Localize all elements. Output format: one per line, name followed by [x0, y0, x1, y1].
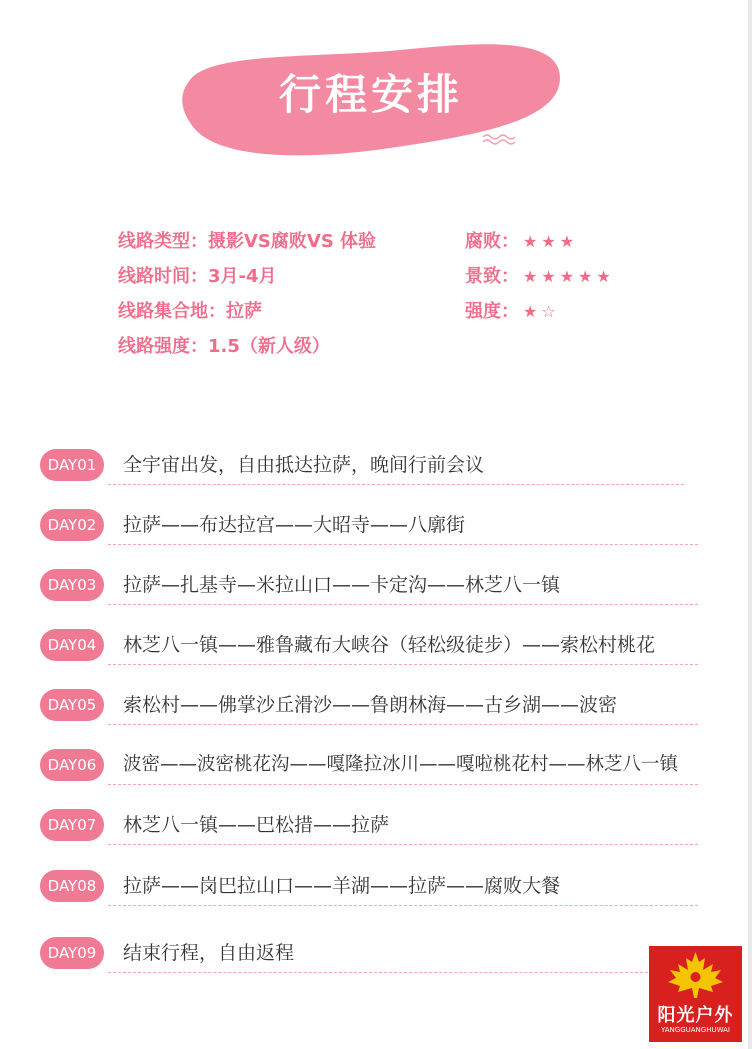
day-description: 林芝八一镇——雅鲁藏布大峡谷（轻松级徒步）——索松村桃花 [123, 634, 656, 656]
day-description: 结束行程，自由返程 [123, 942, 295, 964]
day-badge: DAY09 [40, 937, 104, 969]
wave-decoration-icon [482, 133, 516, 149]
dashed-divider [108, 844, 698, 845]
rating-intensity [465, 299, 560, 325]
dashed-divider [108, 972, 648, 973]
rating-scenery-stars-icon: ★★★★★ [523, 267, 615, 286]
dashed-divider [108, 484, 684, 485]
day-description: 波密——波密桃花沟——嘎隆拉冰川——嘎啦桃花村——林芝八一镇 [123, 754, 679, 775]
day-badge: DAY07 [40, 809, 104, 841]
day-description: 拉萨—扎基寺—米拉山口——卡定沟——林芝八一镇 [123, 574, 561, 596]
rating-fubai [465, 229, 578, 255]
day-badge: DAY03 [40, 569, 104, 601]
day-description: 拉萨——岗巴拉山口——羊湖——拉萨——腐败大餐 [123, 875, 561, 897]
day-row-06 [40, 745, 740, 785]
route-time-value: 3月-4月 [208, 266, 277, 287]
day-badge: DAY06 [40, 749, 104, 781]
dashed-divider [108, 724, 698, 725]
rating-fubai-stars-icon: ★★★ [523, 232, 579, 251]
day-badge: DAY05 [40, 689, 104, 721]
route-meeting-place [118, 299, 262, 325]
rating-scenery [465, 264, 615, 290]
brand-logo [649, 946, 742, 1042]
day-row-05 [40, 685, 740, 725]
day-row-08 [40, 866, 740, 906]
rating-scenery-label: 景致： [465, 266, 519, 287]
route-type-label: 线路类型： [118, 231, 208, 252]
route-intensity-value: 1.5（新人级） [208, 336, 330, 357]
logo-text-cn: 阳光户外 [657, 1005, 734, 1026]
route-type-value: 摄影VS腐败VS 体验 [208, 231, 377, 252]
day-badge: DAY02 [40, 509, 104, 541]
page-edge [748, 0, 752, 1049]
day-row-01 [40, 445, 740, 485]
day-row-07 [40, 805, 740, 845]
route-meeting-value: 拉萨 [226, 301, 262, 322]
day-badge: DAY01 [40, 449, 104, 481]
rating-intensity-label: 强度： [465, 301, 519, 322]
maple-leaf-icon [649, 946, 742, 1006]
dashed-divider [108, 905, 698, 906]
route-time-label: 线路时间： [118, 266, 208, 287]
day-description: 拉萨——布达拉宫——大昭寺——八廓街 [123, 514, 466, 536]
dashed-divider [108, 544, 698, 545]
route-time [118, 264, 277, 290]
route-intensity [118, 334, 330, 360]
day-row-04 [40, 625, 740, 665]
day-row-09 [40, 933, 740, 973]
dashed-divider [108, 664, 698, 665]
day-badge: DAY04 [40, 629, 104, 661]
route-intensity-label: 线路强度： [118, 336, 208, 357]
rating-fubai-label: 腐败： [465, 231, 519, 252]
day-description: 林芝八一镇——巴松措——拉萨 [123, 814, 390, 836]
route-type [118, 229, 376, 255]
day-row-03 [40, 565, 740, 605]
rating-intensity-stars-icon: ★☆ [523, 302, 560, 321]
page-title: 行程安排 [278, 70, 463, 119]
route-meeting-label: 线路集合地： [118, 301, 226, 322]
day-row-02 [40, 505, 740, 545]
day-badge: DAY08 [40, 870, 104, 902]
day-description: 全宇宙出发，自由抵达拉萨，晚间行前会议 [123, 454, 485, 476]
dashed-divider [108, 604, 698, 605]
dashed-divider [108, 784, 698, 785]
logo-text-en: YANGGUANGHUWAI [661, 1026, 730, 1034]
day-description: 索松村——佛掌沙丘滑沙——鲁朗林海——古乡湖——波密 [123, 694, 618, 716]
